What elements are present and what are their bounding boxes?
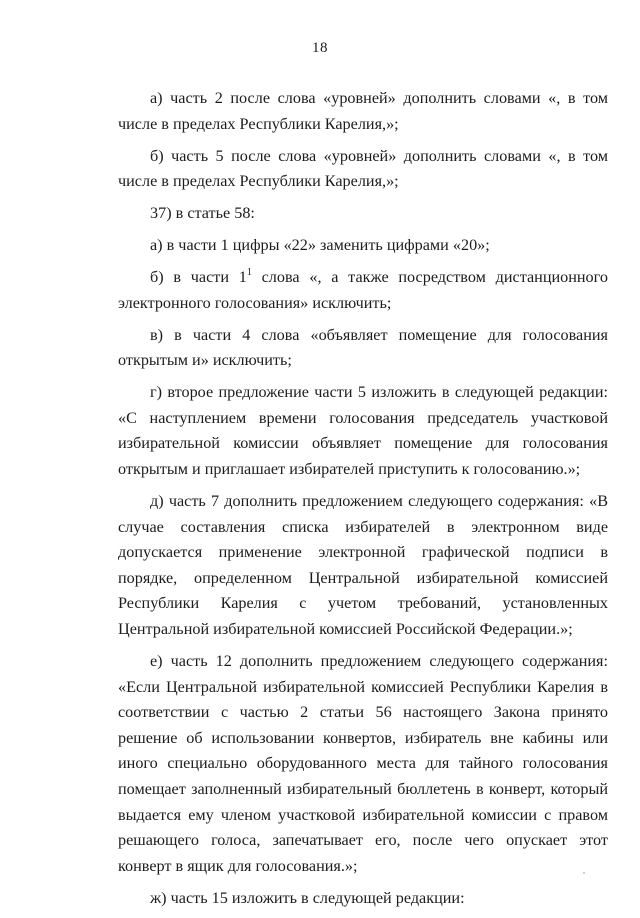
paragraph-b-part-1-1-start: б) в части 1 <box>150 268 247 287</box>
paragraph-b-part-1-1-rest: слова «, а также посредством дистанционного электронного голосования» исключить; <box>118 268 608 312</box>
document-body <box>118 86 608 918</box>
paragraph-e-part-12: е) часть 12 дополнить предложением следующего содержания: «Если Центральной избирательной комиссией Республики Карелия в соответствии с частью 2 статьи 56 настоящего Закона принято решение об использовании конвертов, избиратель вне кабины или иного специально оборудованного места для тайного голосования помещает заполненный избирательный бюллетень в конверт, который выдается ему членом участковой избирательной комиссии с правом решающего голоса, запечатывает его, после чего опускает этот конверт в ящик для голосования.»; <box>118 652 608 875</box>
paragraph-b-part-5: б) часть 5 после слова «уровней» дополнить словами «, в том числе в пределах Республики Карелия,»; <box>118 146 608 191</box>
paragraph-b-part-1-1 <box>118 265 608 316</box>
paragraph-g-part-5: г) второе предложение части 5 изложить в следующей редакции: «С наступлением времени голосования председатель участковой избирательной комиссии объявляет помещение для голосования открытым и приглашает избирателей приступить к голосованию.»; <box>118 383 608 479</box>
paragraph-a-part-1: а) в части 1 цифры «22» заменить цифрами «20»; <box>150 236 490 255</box>
paragraph-v-part-4: в) в части 4 слова «объявляет помещение для голосования открытым и» исключить; <box>118 325 608 370</box>
superscript-marker: 1 <box>246 267 252 279</box>
page-number: 18 <box>312 40 328 56</box>
paragraph-zh-part-15: ж) часть 15 изложить в следующей редакции: <box>150 888 465 907</box>
paragraph-d-part-7: д) часть 7 дополнить предложением следующего содержания: «В случае составления списка избирателей в электронном виде допускается применение электронной графической подписи в порядке, определенном Центральной избирательной комиссией Республики Карелия с учетом требований, установленных Центральной избирательной комиссией Российской Федерации.»; <box>118 492 608 639</box>
scan-speck <box>583 872 585 874</box>
paragraph-a-part-2: а) часть 2 после слова «уровней» дополнить словами «, в том числе в пределах Республики Карелия,»; <box>118 89 608 133</box>
paragraph-37-article-58: 37) в статье 58: <box>150 204 255 223</box>
